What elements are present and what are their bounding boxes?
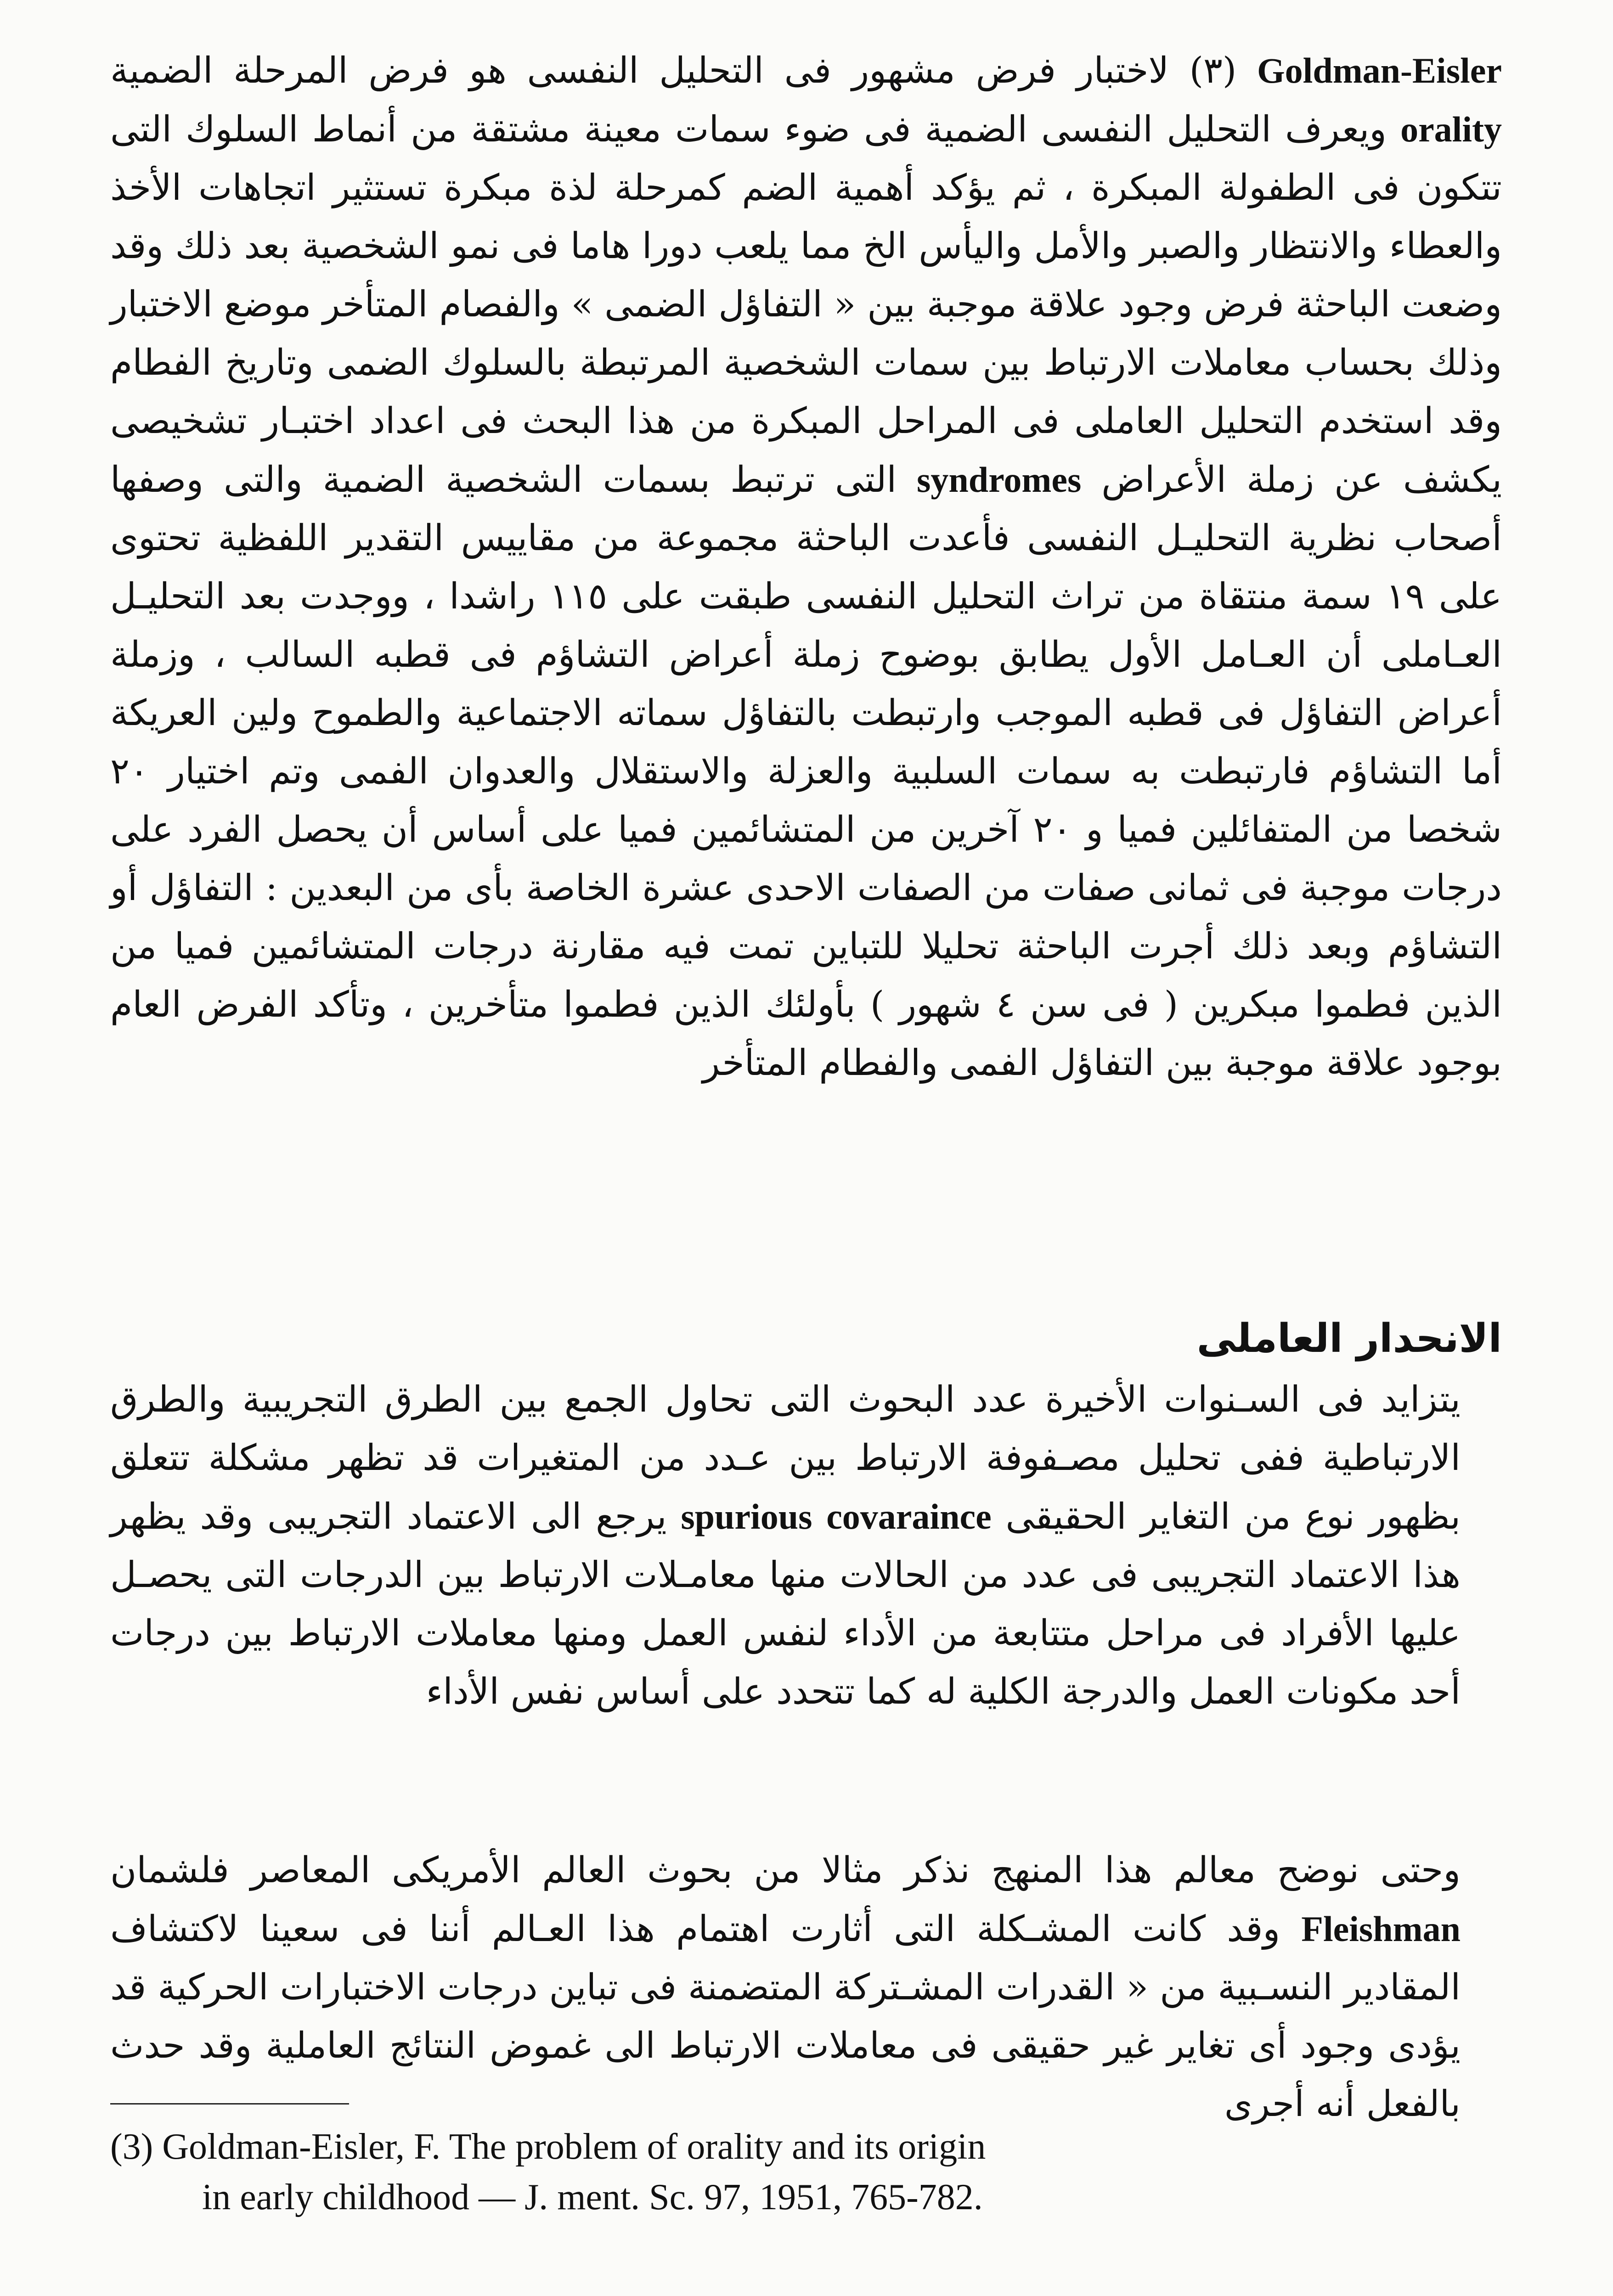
paragraph-factor-regression xyxy=(110,1371,1502,1721)
footnote-line: in early childhood — J. ment. Sc. 97, 1951, 765-782. xyxy=(202,2177,983,2217)
paragraph-fleishman-example xyxy=(110,1841,1502,2133)
paragraph-orality-study xyxy=(110,41,1502,1092)
footnote xyxy=(110,2122,1442,2223)
term-covaraince: covaraince xyxy=(826,1497,992,1536)
section-heading: الانحدار العاملى xyxy=(1196,1316,1502,1362)
paragraph-text: وحتى نوضح معالم هذا المنهج نذكر مثالا من بحوث العالم الأمريكى المعاصر فلشمان xyxy=(110,1850,1461,1891)
footnote-line: (3) Goldman-Eisler, F. The problem of orality and its origin xyxy=(110,2127,986,2167)
term-syndromes: syndromes xyxy=(917,460,1082,500)
paragraph-text: يرجع الى الاعتماد التجريبى وقد يظهر هذا الاعتماد التجريبى فى عدد من الحالات منها معامـلات الارتباط بين الدرجات التى يحصـل عليها الأفراد فى مراحل متتابعة من الأداء لنفس العمل ومنها معاملات الارتباط بين درجات أحد مكونات العمل والدرجة الكلية له كما تتحدد على أساس نفس الأداء xyxy=(110,1496,1461,1712)
term-orality: orality xyxy=(1400,109,1502,149)
paragraph-text: يتزايد فى السـنوات الأخيرة عدد البحوث التى تحاول الجمع بين الطرق التجريبية والطرق الارتباطية ففى تحليل مصـفوفة الارتباط بين عـدد من المتغيرات قد تظهر مشكلة تتعلق بظهور نوع من التغاير الحقيقى xyxy=(110,1379,1461,1537)
paragraph-text: وقد كانت المشـكلة التى أثارت اهتمام هذا العـالم أننا فى سعينا لاكتشاف المقادير النسـبية من « القدرات المشـتركة المتضمنة فى تباين درجات الاختبارات الحركية قد يؤدى وجود أى تغاير غير حقيقى فى معاملات الارتباط الى غموض النتائج العاملية وقد حدث بالفعل أنه أجرى xyxy=(110,1908,1461,2125)
term-fleishman: Fleishman xyxy=(1301,1909,1461,1949)
paragraph-text: التى ترتبط بسمات الشخصية الضمية والتى وصفها أصحاب نظرية التحليـل النفسى فأعدت الباحثة مجموعة من مقاييس التقدير اللفظية تحتوى على ١٩ سمة منتقاة من تراث التحليل النفسى طبقت على ١١٥ راشدا ، ووجدت بعد التحليـل العـاملى أن العـامل الأول يطابق بوضوح زملة أعراض التشاؤم فى قطبه السالب ، وزملة أعراض التفاؤل فى قطبه الموجب وارتبطت بالتفاؤل سماته الاجتماعية والطموح ولين العريكة أما التشاؤم فارتبطت به سمات السلبية والعزلة والاستقلال والعدوان الفمى وتم اختيار ٢٠ شخصا من المتفائلين فميا و ٢٠ آخرين من المتشائمين فميا على أساس أن يحصل الفرد على درجات موجبة فى ثمانى صفات من الصفات الاحدى عشرة الخاصة بأى من البعدين : التفاؤل أو التشاؤم وبعد ذلك أجرت الباحثة تحليلا للتباين تمت فيه مقارنة درجات المتشائمين فميا من الذين فطموا مبكرين ( فى سن ٤ شهور ) بأولئك الذين فطموا متأخرين ، وتأكد الفرض العام بوجود علاقة موجبة بين التفاؤل الفمى والفطام المتأخر xyxy=(110,459,1502,1084)
footnote-divider xyxy=(110,2103,349,2105)
term-spurious: spurious xyxy=(681,1497,812,1536)
paragraph-text: (٣) لاختبار فرض مشهور فى التحليل النفسى هو فرض المرحلة الضمية xyxy=(110,50,1237,91)
author-name-latin: Goldman-Eisler xyxy=(1257,51,1502,90)
paragraph-text: ويعرف التحليل النفسى الضمية فى ضوء سمات معينة مشتقة من أنماط السلوك التى تتكون فى الطفولة المبكرة ، ثم يؤكد أهمية الضم كمرحلة لذة مبكرة تستثير اتجاهات الأخذ والعطاء والانتظار والصبر والأمل واليأس الخ مما يلعب دورا هاما فى نمو الشخصية بعد ذلك وقد وضعت الباحثة فرض وجود علاقة موجبة بين « التفاؤل الضمى » والفصام المتأخر موضع الاختبار وذلك بحساب معاملات الارتباط بين سمات الشخصية المرتبطة بالسلوك الضمى وتاريخ الفطام وقد استخدم التحليل العاملى فى المراحل المبكرة من هذا البحث فى اعداد اختبـار تشخيصى يكشف عن زملة الأعراض xyxy=(110,109,1502,501)
